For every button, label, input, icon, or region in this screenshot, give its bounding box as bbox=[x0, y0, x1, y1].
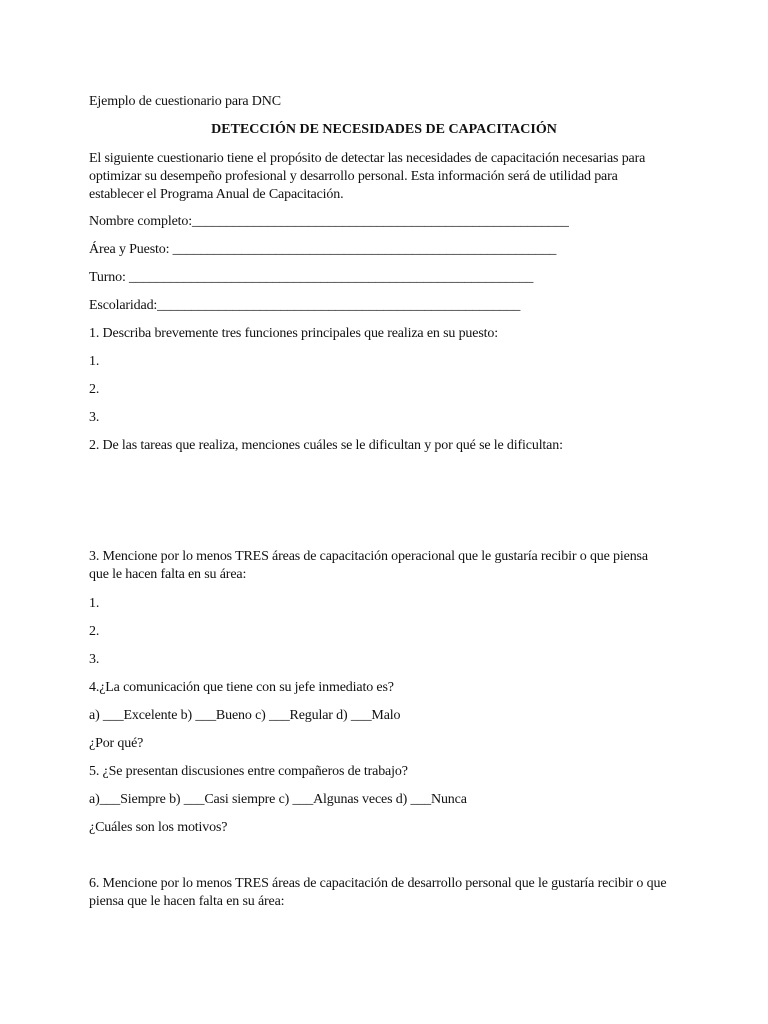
question-3-item-2: 2. bbox=[89, 624, 100, 639]
purpose-line-3: establecer el Programa Anual de Capacitación. bbox=[89, 187, 344, 202]
question-4: 4.¿La comunicación que tiene con su jefe inmediato es? bbox=[89, 680, 394, 695]
question-1-item-3: 3. bbox=[89, 410, 100, 425]
question-1-item-1: 1. bbox=[89, 354, 100, 369]
question-3-item-1: 1. bbox=[89, 596, 100, 611]
question-1: 1. Describa brevemente tres funciones principales que realiza en su puesto: bbox=[89, 326, 498, 341]
question-5: 5. ¿Se presentan discusiones entre compañeros de trabajo? bbox=[89, 764, 408, 779]
field-area-position: Área y Puesto: ________________________________________________________ bbox=[89, 242, 557, 257]
question-3-line-1: 3. Mencione por lo menos TRES áreas de capacitación operacional que le gustaría recibir o que piensa bbox=[89, 549, 648, 564]
field-schooling: Escolaridad:_____________________________________________________ bbox=[89, 298, 521, 313]
question-6-line-2: piensa que le hacen falta en su área: bbox=[89, 894, 285, 909]
question-5-options: a)___Siempre b) ___Casi siempre c) ___Algunas veces d) ___Nunca bbox=[89, 792, 467, 807]
field-shift: Turno: ___________________________________________________________ bbox=[89, 270, 534, 285]
purpose-line-2: optimizar su desempeño profesional y desarrollo personal. Esta información será de utilidad para bbox=[89, 169, 618, 184]
question-4-options: a) ___Excelente b) ___Bueno c) ___Regular d) ___Malo bbox=[89, 708, 401, 723]
question-2: 2. De las tareas que realiza, menciones cuáles se le dificultan y por qué se le dificultan: bbox=[89, 438, 563, 453]
document-heading: DETECCIÓN DE NECESIDADES DE CAPACITACIÓN bbox=[211, 122, 557, 137]
purpose-line-1: El siguiente cuestionario tiene el propósito de detectar las necesidades de capacitación necesarias para bbox=[89, 151, 646, 166]
field-full-name: Nombre completo:_______________________________________________________ bbox=[89, 214, 569, 229]
question-3-line-2: que le hacen falta en su área: bbox=[89, 567, 247, 582]
document-intro-title: Ejemplo de cuestionario para DNC bbox=[89, 94, 281, 109]
question-1-item-2: 2. bbox=[89, 382, 100, 397]
question-5-reasons: ¿Cuáles son los motivos? bbox=[89, 820, 228, 835]
question-4-why: ¿Por qué? bbox=[89, 736, 144, 751]
question-3-item-3: 3. bbox=[89, 652, 100, 667]
question-6-line-1: 6. Mencione por lo menos TRES áreas de capacitación de desarrollo personal que le gustaría recibir o que bbox=[89, 876, 667, 891]
